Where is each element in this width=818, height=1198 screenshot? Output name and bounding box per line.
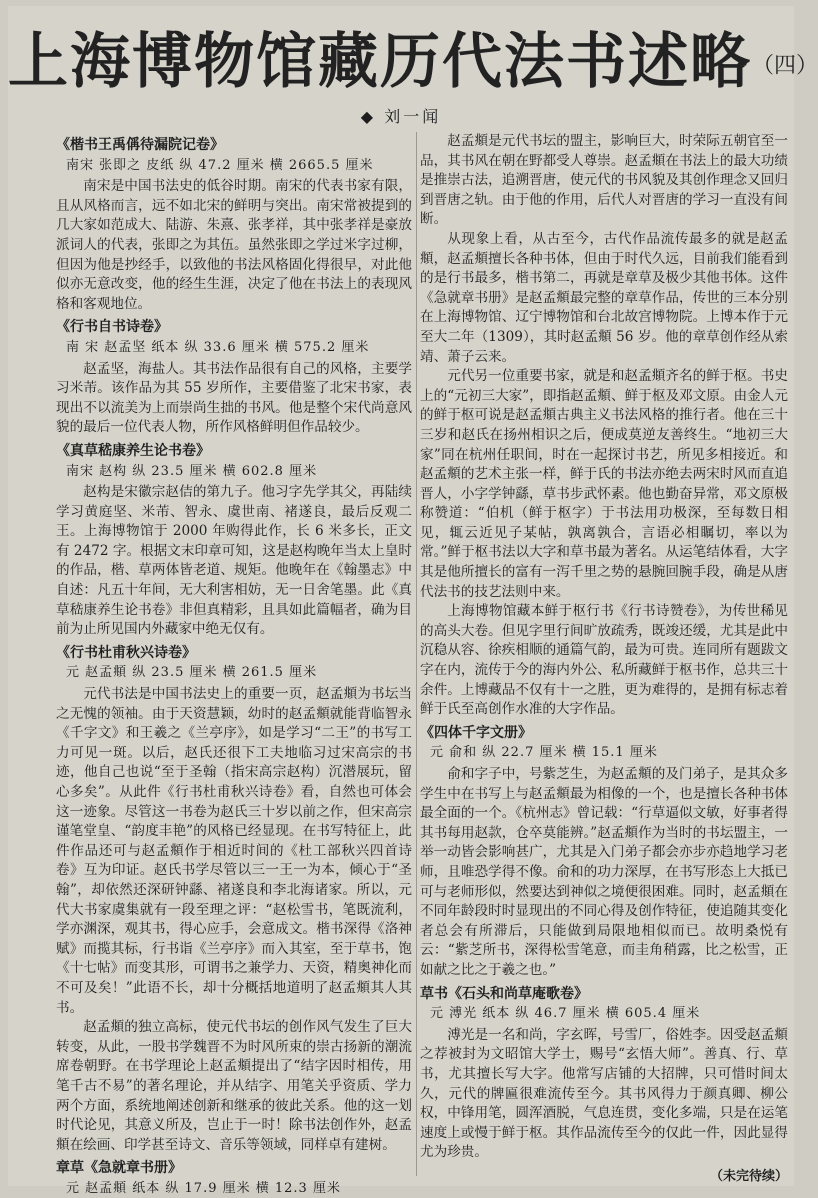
paragraph: 南宋是中国书法史的低谷时期。南宋的代表书家有限，且从风格而言，远不如北宋的鲜明与突出。南宋常被提到的几大家如范成大、陆游、朱熹、张孝祥，其中张孝祥是豪放派词人的代表，张即之为其伍。虽然张即之学过米字过柳，但因为他是抄经手，以致他的书法风格固化得很早，对此他似亦无意改变，他的经生生涯，决定了他在书法上的表现风格和客观地位。 bbox=[56, 178, 412, 312]
left-column bbox=[56, 132, 412, 1196]
article-title bbox=[8, 26, 818, 103]
paragraph: 赵孟頫是元代书坛的盟主，影响巨大，时荣际五朝官至一品，其书风在朝在野都受人尊崇。赵孟頫在书法上的最大功绩是推崇古法，追溯晋唐，使元代的书风貌及其创作理念又回归到晋唐之轨。由于他的作用，后代人对晋唐的学习一直没有间断。 bbox=[420, 133, 788, 228]
section-heading: 草书《石头和尚草庵歌卷》 bbox=[420, 985, 588, 1002]
artwork-meta: 南宋 赵构 纵 23.5 厘米 横 602.8 厘米 bbox=[66, 463, 318, 479]
to-be-continued: （未完待续） bbox=[709, 1168, 788, 1184]
paragraph: 从现象上看，从古至今，古代作品流传最多的就是赵孟頫，赵孟頫擅长各种书体，但由于时代久远，目前我们能看到的是行书最多，楷书第二，再就是章草及极少其他书体。这件《急就章书册》是赵孟頫最完整的章草作品，传世的三本分别在上海博物馆、辽宁博物馆和台北故宫博物院。上博本作于元至大二年（1309），其时赵孟頫 56 岁。他的章草创作经从索靖、萧子云来。 bbox=[420, 230, 788, 365]
artwork-meta: 元 溥光 纸本 纵 46.7 厘米 横 605.4 厘米 bbox=[430, 1006, 701, 1022]
article-title-text: 上海博物馆藏历代法书述略 bbox=[8, 27, 752, 97]
artwork-meta: 元 俞和 纵 22.7 厘米 横 15.1 厘米 bbox=[430, 745, 658, 761]
right-column bbox=[420, 132, 788, 1184]
newspaper-page bbox=[8, 6, 818, 1196]
article-part: （四） bbox=[752, 53, 818, 79]
artwork-meta: 元 赵孟頫 纵 23.5 厘米 横 261.5 厘米 bbox=[66, 665, 318, 681]
paragraph: 上海博物馆藏本鲜于枢行书《行书诗赞卷》，为传世稀见的高头大卷。但见字里行间旷放疏秀，既竣还缓，尤其是此中沉稳从容、徐疾相顺的通篇气韵，最为可贵。连同所有题跋文字在内，流传于今的海内外公、私所藏鲜于枢书作，总共三十余件。上博藏品不仅有十一之胜，更为难得的，是拥有标志着鲜于氏至高创作水准的大字作品。 bbox=[420, 603, 788, 718]
column-divider bbox=[416, 132, 417, 1176]
section-heading: 《楷书王禹偁待漏院记卷》 bbox=[56, 137, 224, 153]
paragraph: 元代另一位重要书家，就是和赵孟頫齐名的鲜于枢。书史上的“元初三大家”，即指赵孟頫、鲜于枢及邓文原。由金人元的鲜于枢可说是赵孟頫古典主义书法风格的推行者。他在三十三岁和赵氏在扬州相识之后，便成莫逆友善终生。“地初三大家”同在杭州任职间，时在一起探讨书艺，所见多相接近。和赵孟頫的艺术主张一样，鲜于氏的书法亦绝去两宋时风而直追晋人，小字学钟繇，草书步武怀素。他也勤奋异常，邓文原极称赞道：“伯机（鲜于枢字）于书法用功极深，至每数日相见，辄云近见子某帖，孰离孰合，言语必相瞩切，率以为常。”鲜于枢书法以大字和草书最为著名。从运笔结体看，大字其是他所擅长的富有一泻千里之势的悬腕回腕手段，确是从唐代法书的技艺法则中来。 bbox=[420, 368, 788, 600]
section-heading: 《行书自书诗卷》 bbox=[56, 319, 168, 336]
section-heading: 《真草嵇康养生论书卷》 bbox=[56, 442, 210, 459]
artwork-meta: 南 宋 赵孟坚 纸本 纵 33.6 厘米 横 575.2 厘米 bbox=[66, 339, 370, 355]
byline: ◆ 刘一闻 bbox=[360, 107, 442, 126]
section-heading: 章草《急就章书册》 bbox=[56, 1160, 182, 1177]
artwork-meta: 南宋 张即之 皮纸 纵 47.2 厘米 横 2665.5 厘米 bbox=[66, 157, 374, 173]
artwork-meta: 元 赵孟頫 纸本 纵 17.9 厘米 横 12.3 厘米 bbox=[66, 1180, 341, 1196]
paragraph: 俞和字子中，号紫芝生，为赵孟頫的及门弟子，是其众多学生中在书写上与赵孟頫最为相像的一个，也是擅长各种书体最全面的一个。《杭州志》曾记载：“行草逼似文敏，好事者得其书每用赵款，仓卒莫能辨。”赵孟頫作为当时的书坛盟主，一举一动皆会影响甚广，尤其是入门弟子都会亦步亦趋地学习老师，且唯恐学得不像。俞和的功力深厚，在书写形态上大抵已可与老师形似，然要达到神似之境便很困难。同时，赵孟頫在不同年龄段时时显现出的不同心得及创作特征，使追随其变化者总会有所滞后，只能做到局限地相似而已。故明桑悦有云：“紫芝所书，深得松雪笔意，而圭角稍露，比之松雪，正如献之比之于羲之也。” bbox=[420, 766, 788, 978]
paragraph: 赵孟頫的独立高标，使元代书坛的创作风气发生了巨大转变，从此，一股书学魏晋不为时风所束的崇古扬新的潮流席卷朝野。在书学理论上赵孟頫提出了“结字因时相传，用笔千古不易”的著名理论，并从结字、用笔关乎资质、学力两个方面，系统地阐述创新和继承的彼此关系。他的这一划时代论见，其意义所及，岂止于一时！除书法创作外，赵孟頫在绘画、印学甚至诗文、音乐等领域，同样卓有建树。 bbox=[56, 1019, 412, 1153]
paragraph: 赵孟坚，海盐人。其书法作品很有自己的风格，主要学习米芾。该作品为其 55 岁所作，主要借鉴了北宋书家，表现出不以流美为上而崇尚生拙的书风。他是整个宋代尚意风貌的最后一位代表人物，所作风格鲜明但作品较少。 bbox=[56, 360, 412, 436]
section-heading: 《四体千字文册》 bbox=[420, 724, 532, 741]
paragraph: 元代书法是中国书法史上的重要一页，赵孟頫为书坛当之无愧的领袖。由于天资慧颖，幼时的赵孟頫就能背临智永《千字文》和王羲之《兰亭序》，如是学习“二王”的书写工力可见一斑。以后，赵氏还很下工夫地临习过宋高宗的书迹，他自己也说“至于圣翰（指宋高宗赵构）沉潜展玩，留心多矣”。从此件《行书杜甫秋兴诗卷》看，自然也可体会这一迹象。尽管这一书卷为赵氏三十岁以前之作，但宋高宗谨笔堂皇、“韵度丰艳”的风格已经显现。在书写特征上，此件作品还可与赵孟頫作于相近时间的《杜工部秋兴四首诗卷》互为印证。赵氏书学尽管以三一王一为本，倾心于“圣翰”，却依然还深研钟繇、褚遂良和李北海诸家。所以，元代大书家虞集就有一段至理之评：“赵松雪书，笔既流利，学亦渊深，观其书，得心应手，会意成文。楷书深得《洛神赋》而揽其标，行书诣《兰亭序》而入其室，至于草书，饱《十七帖》而变其形，可谓书之兼学力、天资，精奥神化而不可及矣！”此语不长，却十分概括地道明了赵孟頫其人其书。 bbox=[56, 686, 412, 1016]
paragraph: 溥光是一名和尚，字玄晖，号雪厂，俗姓李。因受赵孟頫之荐被封为文昭馆大学士，赐号“玄悟大师”。善真、行、草书，尤其擅长写大字。他常写店铺的大招牌，只可惜时间太久，元代的牌匾很难流传至今。其书风得力于颜真卿、柳公权，中锋用笔，圆浑酒脱，气息连贯，变化多端，只是在运笔速度上或慢于鲜于枢。其作品流传至今的仅此一件，因此显得尤为珍贵。 bbox=[420, 1026, 788, 1161]
section-heading: 《行书杜甫秋兴诗卷》 bbox=[56, 644, 196, 661]
paragraph: 赵构是宋徽宗赵佶的第九子。他习字先学其父，再陆续学习黄庭坚、米芾、智永、虞世南、褚遂良，最后反观二王。上海博物馆于 2000 年购得此作，长 6 米多长，正文有 2472 字。根据文末印章可知，这是赵构晚年当太上皇时的作品，楷、草两体皆老道、规矩。他晚年在《翰墨志》中自述：凡五十年间，无大利害相妨，无一日舍笔墨。此《真草嵇康养生论书卷》非但真精彩，且具如此篇幅者，确为目前为止所见国内外藏家中绝无仅有。 bbox=[56, 484, 412, 638]
